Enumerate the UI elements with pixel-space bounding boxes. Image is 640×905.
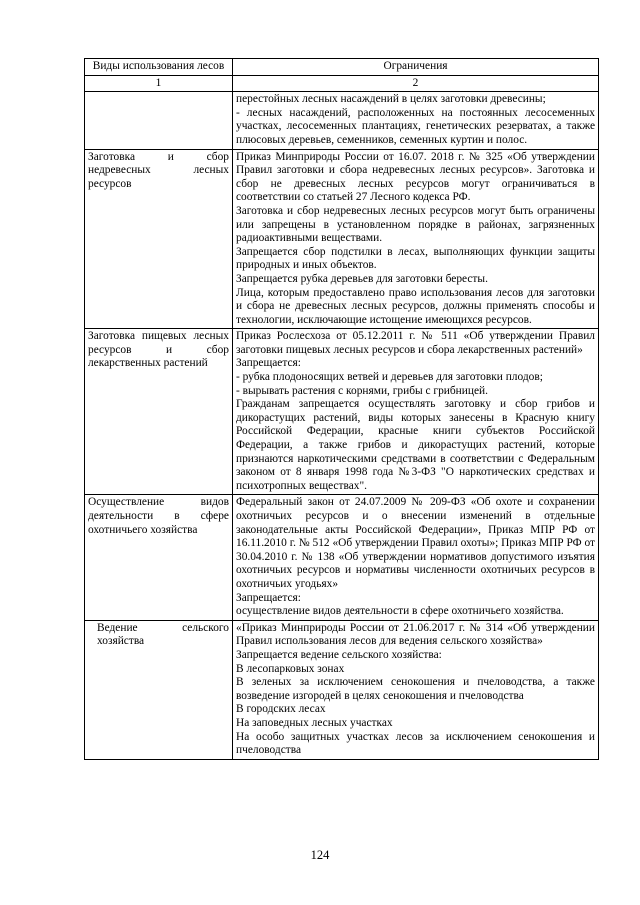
table-row <box>85 495 599 620</box>
restriction-paragraph: Запрещается сбор подстилки в лесах, выполняющих функции защиты природных и иных объектов. <box>236 245 595 272</box>
restriction-paragraph: В лесопарковых зонах <box>236 662 345 675</box>
row-usage-cell <box>85 620 233 759</box>
usage-line: деятельности в сфере <box>88 510 229 522</box>
restriction-paragraph: В зеленых за исключением сенокошения и пчеловодства, а также возведение изгородей в целях сенокошения и пчеловодства <box>236 676 595 702</box>
header-col2: Ограничения <box>233 59 599 76</box>
row-usage-cell <box>85 149 233 329</box>
table-row <box>85 620 599 759</box>
row-usage-cell <box>85 495 233 620</box>
usage-line: Заготовка и сбор <box>88 150 229 163</box>
table-row <box>85 329 599 495</box>
restriction-paragraph: «Приказ Минприроды России от 21.06.2017 г. № 314 «Об утверждении Правил использования лесов для ведения сельского хозяйства» <box>236 621 595 648</box>
restriction-paragraph: На особо защитных участках лесов за исключением сенокошения и пчеловодства <box>236 730 595 757</box>
header-num1: 1 <box>85 75 233 92</box>
table-row <box>85 92 599 149</box>
usage-line: Заготовка пищевых лесных <box>88 330 229 343</box>
table-number-row <box>85 75 599 92</box>
usage-line: ресурсов и сбор <box>88 343 229 356</box>
restriction-paragraph: Приказ Минприроды России от 16.07. 2018 г. № 325 «Об утверждении Правил заготовки и сбора недревесных лесных ресурсов». Заготовка и сбор не древесных лесных ресурсов могут ограничиваться в соответствии со статьей 27 Лесного кодекса РФ. <box>236 150 595 204</box>
restriction-paragraph: - лесных насаждений, расположенных на постоянных лесосеменных участках, лесосеменных плантациях, генетических резерватах, а также плюсовых деревьев, семенников, семенных куртин и полос. <box>236 106 595 146</box>
restriction-paragraph: Приказ Рослесхоза от 05.12.2011 г. № 511 «Об утверждении Правил заготовки пищевых лесных ресурсов и сбора лекарственных растений» <box>236 330 595 356</box>
restriction-paragraph: - вырывать растения с корнями, грибы с грибницей. <box>236 384 488 397</box>
restriction-paragraph: Запрещается ведение сельского хозяйства: <box>236 648 442 661</box>
restriction-paragraph: Гражданам запрещается осуществлять заготовку и сбор грибов и дикорастущих растений, виды которых занесены в Красную книгу Российской Федерации, красные книги субъектов Российской Федерации, а также грибов и дикорастущих растений, которые признаются наркотическими средствами в соответствии с Федеральным законом от 8 января 1998 года №3-ФЗ "О наркотических средствах и психотропных веществах". <box>236 398 595 492</box>
restriction-paragraph: Запрещается: <box>236 357 301 370</box>
restriction-paragraph: Федеральный закон от 24.07.2009 № 209-ФЗ «Об охоте и сохранении охотничьих ресурсов и о внесении изменений в отдельные законодательные акты Российской Федерации», Приказ МПР РФ от 16.11.2010 г. № 512 «Об утверждении Правил охоты»; Приказ МПР РФ от 30.04.2010 г. № 138 «Об утверждении нормативов допустимого изъятия охотничьих ресурсов и нормативы численности охотничьих ресурсов в охотничьих угодьях» <box>236 496 595 590</box>
restriction-paragraph: В городских лесах <box>236 703 326 716</box>
table-row <box>85 149 599 329</box>
restriction-paragraph: Запрещается рубка деревьев для заготовки бересты. <box>236 272 488 285</box>
usage-line: Ведение сельского <box>97 621 229 634</box>
row-restrictions-cell <box>233 92 599 149</box>
restriction-paragraph: перестойных лесных насаждений в целях заготовки древесины; <box>236 93 546 106</box>
row-restrictions-cell <box>233 620 599 759</box>
usage-line: охотничьего хозяйства <box>88 523 198 536</box>
restriction-paragraph: - рубка плодоносящих ветвей и деревьев для заготовки плодов; <box>236 371 543 384</box>
row-restrictions-cell <box>233 329 599 495</box>
usage-line: лекарственных растений <box>88 357 208 370</box>
usage-line: хозяйства <box>97 635 145 648</box>
restriction-paragraph: Лица, которым предоставлено право использования лесов для заготовки и сбора не древесных лесных ресурсов, должны применять способы и технологии, исключающие истощение имеющихся ресурсов. <box>236 286 595 326</box>
row-usage-cell <box>85 329 233 495</box>
restriction-paragraph: На заповедных лесных участках <box>236 716 393 729</box>
row-restrictions-cell <box>233 495 599 620</box>
header-col1: Виды использования лесов <box>85 59 233 76</box>
restriction-paragraph: Запрещается: <box>236 591 301 604</box>
header-num2: 2 <box>233 75 599 92</box>
table-header-row <box>85 59 599 76</box>
restrictions-table <box>84 58 599 760</box>
restriction-paragraph: осуществление видов деятельности в сфере охотничьего хозяйства. <box>236 605 564 618</box>
usage-line: недревесных лесных <box>88 164 229 177</box>
restriction-paragraph: Заготовка и сбор недревесных лесных ресурсов могут быть ограничены или запрещены в установленном порядке в районах, загрязненных радиоактивными веществами. <box>236 204 595 245</box>
usage-line: ресурсов <box>88 177 132 190</box>
page-number: 124 <box>310 848 330 862</box>
row-usage-cell <box>85 92 233 149</box>
row-restrictions-cell <box>233 149 599 329</box>
usage-line: Осуществление видов <box>88 496 229 509</box>
